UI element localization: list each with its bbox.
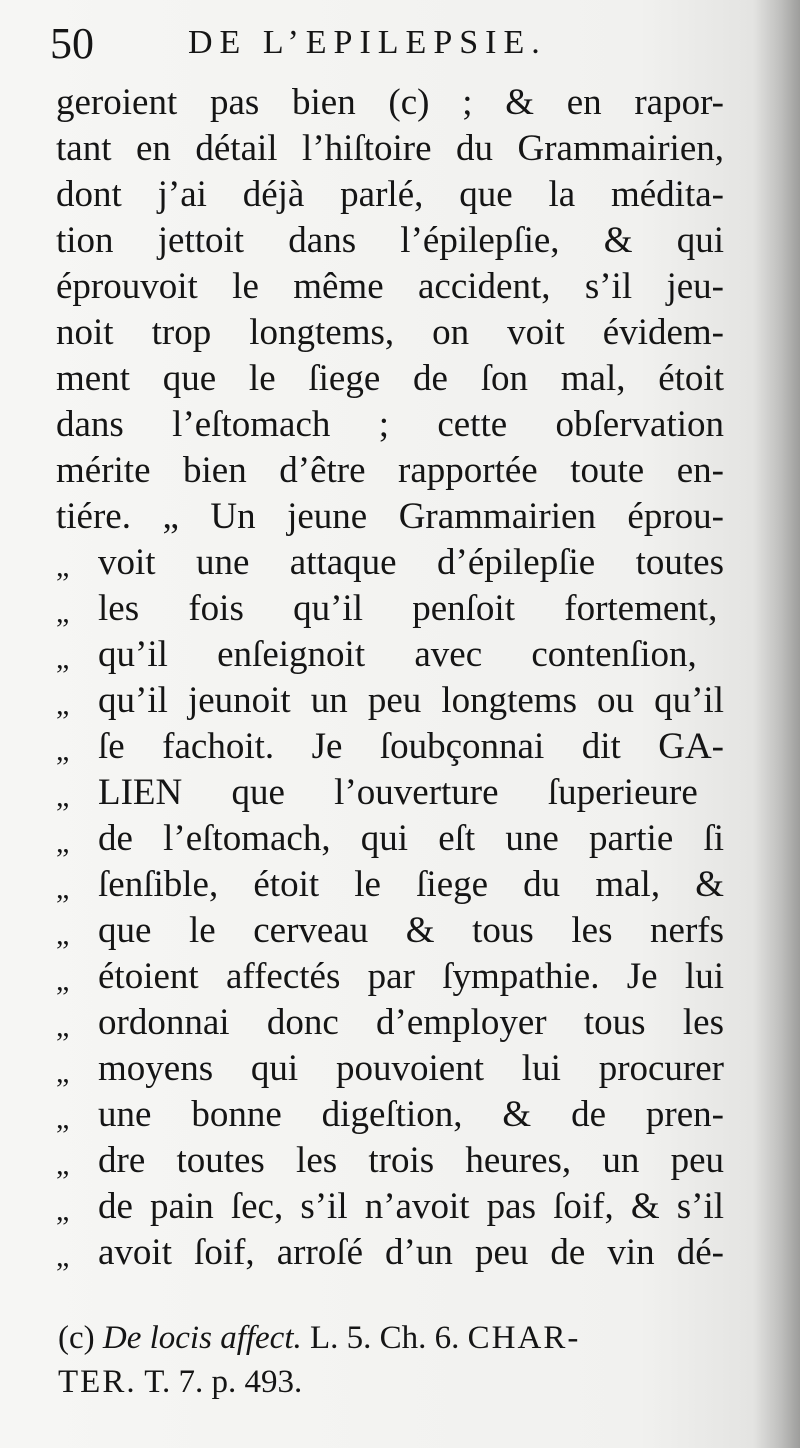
text-line	[56, 172, 724, 218]
quotation-mark: „	[56, 1102, 70, 1135]
line-text: éprouvoit le même accident, s’il jeu-	[56, 266, 724, 307]
quotation-mark: „	[56, 872, 70, 905]
quotation-mark: „	[56, 826, 70, 859]
line-text: que le cerveau & tous les nerfs	[98, 910, 724, 951]
line-text: qu’il jeunoit un peu longtems ou qu’il	[98, 680, 724, 721]
text-line	[56, 678, 724, 724]
text-line	[56, 1000, 724, 1046]
footnote	[58, 1316, 728, 1404]
text-line	[56, 402, 724, 448]
text-line	[56, 770, 724, 816]
line-text: ſe fachoit. Je ſoubçonnai dit GA-	[98, 726, 724, 767]
line-text: une bonne digeſtion, & de pren-	[98, 1094, 724, 1135]
line-text: étoient affectés par ſympathie. Je lui	[98, 956, 724, 997]
line-text: voit une attaque d’épilepſie toutes	[98, 542, 724, 583]
text-line	[56, 310, 724, 356]
body-text	[56, 80, 724, 1276]
line-text: LIEN que l’ouverture ſuperieure	[98, 772, 698, 813]
page-edge-shadow	[754, 0, 800, 1448]
text-line	[56, 632, 724, 678]
text-line	[56, 356, 724, 402]
line-text: tion jettoit dans l’épilepſie, & qui	[56, 220, 724, 261]
quotation-mark: „	[56, 1194, 70, 1227]
footnote-marker: (c)	[58, 1320, 95, 1356]
quotation-mark: „	[56, 1010, 70, 1043]
footnote-reference: L. 5. Ch. 6.	[310, 1320, 460, 1356]
text-line	[56, 1138, 724, 1184]
quotation-mark: „	[56, 596, 70, 629]
line-text: qu’il enſeignoit avec contenſion,	[98, 634, 697, 675]
quotation-mark: „	[56, 734, 70, 767]
line-text: les fois qu’il penſoit fortement,	[98, 588, 718, 629]
line-text: noit trop longtems, on voit évidem-	[56, 312, 724, 353]
line-text: dre toutes les trois heures, un peu	[98, 1140, 724, 1181]
footnote-title: De locis affect.	[102, 1320, 302, 1356]
footnote-author-part1: CHAR-	[467, 1320, 581, 1356]
line-text: de pain ſec, s’il n’avoit pas ſoif, & s’il	[98, 1186, 724, 1227]
footnote-line-1	[58, 1316, 728, 1360]
line-text: ordonnai donc d’employer tous les	[98, 1002, 724, 1043]
line-text: ſenſible, étoit le ſiege du mal, &	[98, 864, 724, 905]
line-text: ment que le ſiege de ſon mal, étoit	[56, 358, 724, 399]
quotation-mark: „	[56, 964, 70, 997]
line-text: tiére. „ Un jeune Grammairien éprou-	[56, 496, 724, 537]
footnote-line-2	[58, 1360, 728, 1404]
text-line	[56, 1046, 724, 1092]
text-line	[56, 448, 724, 494]
quotation-mark: „	[56, 688, 70, 721]
quotation-mark: „	[56, 550, 70, 583]
running-head: DE L’EPILEPSIE.	[188, 24, 547, 61]
line-text: geroient pas bien (c) ; & en rapor-	[56, 82, 724, 123]
quotation-mark: „	[56, 1148, 70, 1181]
quotation-mark: „	[56, 642, 70, 675]
text-line	[56, 724, 724, 770]
text-line	[56, 218, 724, 264]
line-text: dans l’eſtomach ; cette obſervation	[56, 404, 724, 445]
line-text: avoit ſoif, arroſé d’un peu de vin dé-	[98, 1232, 724, 1273]
page-header	[50, 14, 610, 74]
line-text: moyens qui pouvoient lui procurer	[98, 1048, 724, 1089]
line-text: dont j’ai déjà parlé, que la médita-	[56, 174, 724, 215]
quotation-mark: „	[56, 1240, 70, 1273]
text-line	[56, 126, 724, 172]
text-line	[56, 494, 724, 540]
text-line	[56, 862, 724, 908]
text-line	[56, 954, 724, 1000]
footnote-volume-page: T. 7. p. 493.	[144, 1364, 303, 1400]
text-line	[56, 1092, 724, 1138]
quotation-mark: „	[56, 1056, 70, 1089]
text-line	[56, 1230, 724, 1276]
text-line	[56, 586, 724, 632]
text-line	[56, 816, 724, 862]
text-line	[56, 908, 724, 954]
quotation-mark: „	[56, 918, 70, 951]
line-text: de l’eſtomach, qui eſt une partie ſi	[98, 818, 724, 859]
text-line	[56, 80, 724, 126]
quotation-mark: „	[56, 780, 70, 813]
footnote-author-part2: TER.	[58, 1364, 137, 1400]
text-line	[56, 540, 724, 586]
page-number: 50	[50, 19, 94, 68]
line-text: mérite bien d’être rapportée toute en-	[56, 450, 724, 491]
line-text: tant en détail l’hiſtoire du Grammairien,	[56, 128, 724, 169]
text-line	[56, 264, 724, 310]
text-line	[56, 1184, 724, 1230]
